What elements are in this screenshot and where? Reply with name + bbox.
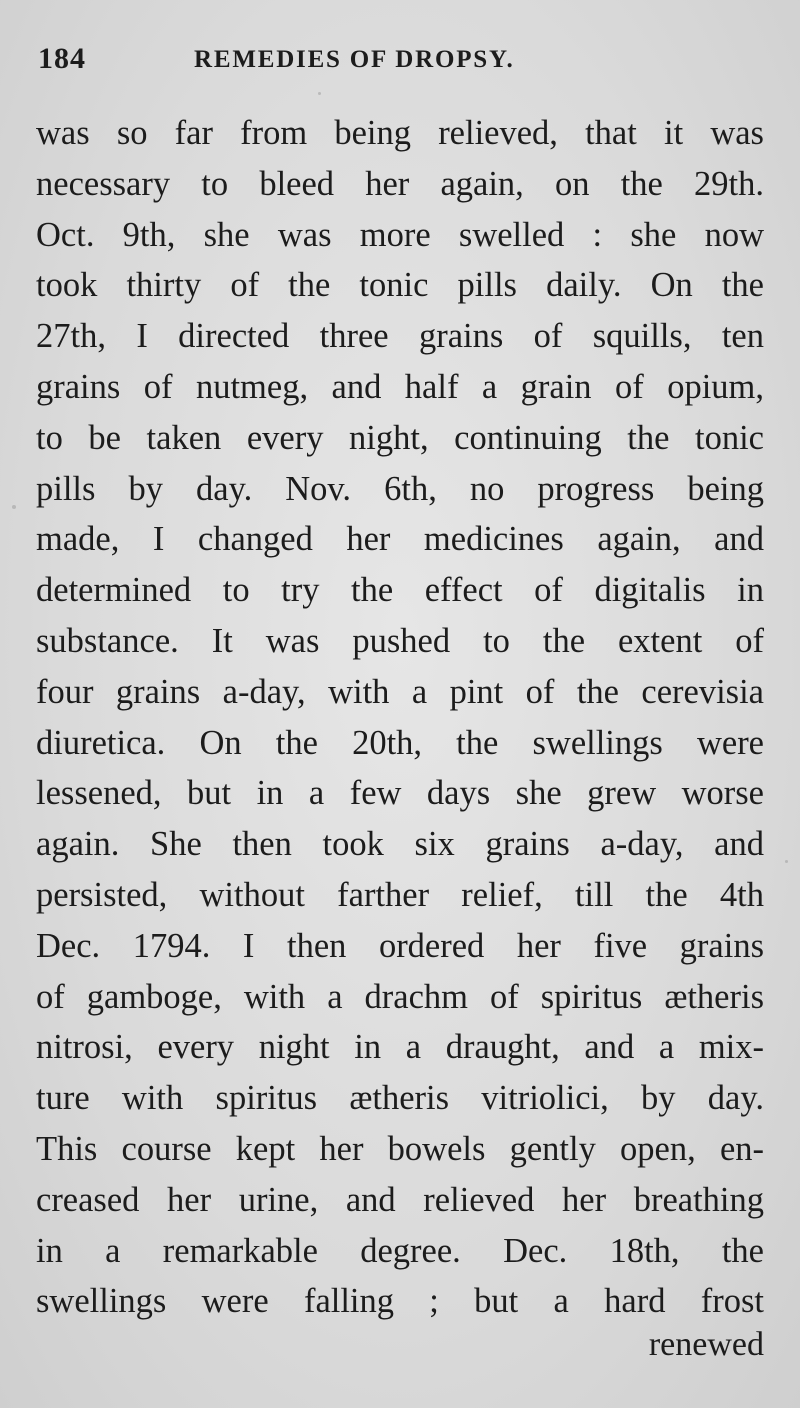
paper-speck bbox=[318, 92, 321, 95]
text-line: 27th, I directed three grains of squills, ten bbox=[36, 317, 764, 356]
text-line: persisted, without farther relief, till the 4th bbox=[36, 875, 764, 914]
page-number: 184 bbox=[38, 42, 86, 75]
text-line: in a remarkable degree. Dec. 18th, the bbox=[36, 1231, 764, 1270]
text-line: lessened, but in a few days she grew worse bbox=[36, 774, 764, 813]
text-line: of gamboge, with a drachm of spiritus ætheris bbox=[36, 977, 764, 1016]
text-line: necessary to bleed her again, on the 29th. bbox=[36, 164, 764, 203]
text-line: made, I changed her medicines again, and bbox=[36, 520, 764, 559]
text-line: four grains a-day, with a pint of the cerevisia bbox=[36, 672, 764, 711]
text-line: Oct. 9th, she was more swelled : she now bbox=[36, 215, 764, 254]
text-line: swellings were falling ; but a hard frost bbox=[36, 1282, 764, 1321]
text-line: determined to try the effect of digitalis in bbox=[36, 571, 764, 610]
body-text bbox=[36, 108, 764, 1327]
page-header bbox=[38, 42, 758, 90]
text-line: nitrosi, every night in a draught, and a mix- bbox=[36, 1028, 764, 1067]
text-line: to be taken every night, continuing the tonic bbox=[36, 418, 764, 457]
text-line: grains of nutmeg, and half a grain of opium, bbox=[36, 367, 764, 406]
catchword: renewed bbox=[648, 1326, 764, 1363]
running-title: REMEDIES OF DROPSY. bbox=[194, 46, 515, 73]
text-line: again. She then took six grains a-day, and bbox=[36, 825, 764, 864]
text-line: was so far from being relieved, that it was bbox=[36, 114, 764, 152]
text-line: Dec. 1794. I then ordered her five grains bbox=[36, 926, 764, 965]
paper-speck bbox=[12, 505, 16, 509]
text-line: substance. It was pushed to the extent of bbox=[36, 621, 764, 660]
text-line: ture with spiritus ætheris vitriolici, by day. bbox=[36, 1079, 764, 1118]
text-line: diuretica. On the 20th, the swellings were bbox=[36, 723, 764, 762]
paper-speck bbox=[785, 860, 788, 863]
text-line: This course kept her bowels gently open, en- bbox=[36, 1129, 764, 1168]
text-line: pills by day. Nov. 6th, no progress being bbox=[36, 469, 764, 508]
text-line: took thirty of the tonic pills daily. On the bbox=[36, 266, 764, 305]
text-line: creased her urine, and relieved her breathing bbox=[36, 1180, 764, 1219]
